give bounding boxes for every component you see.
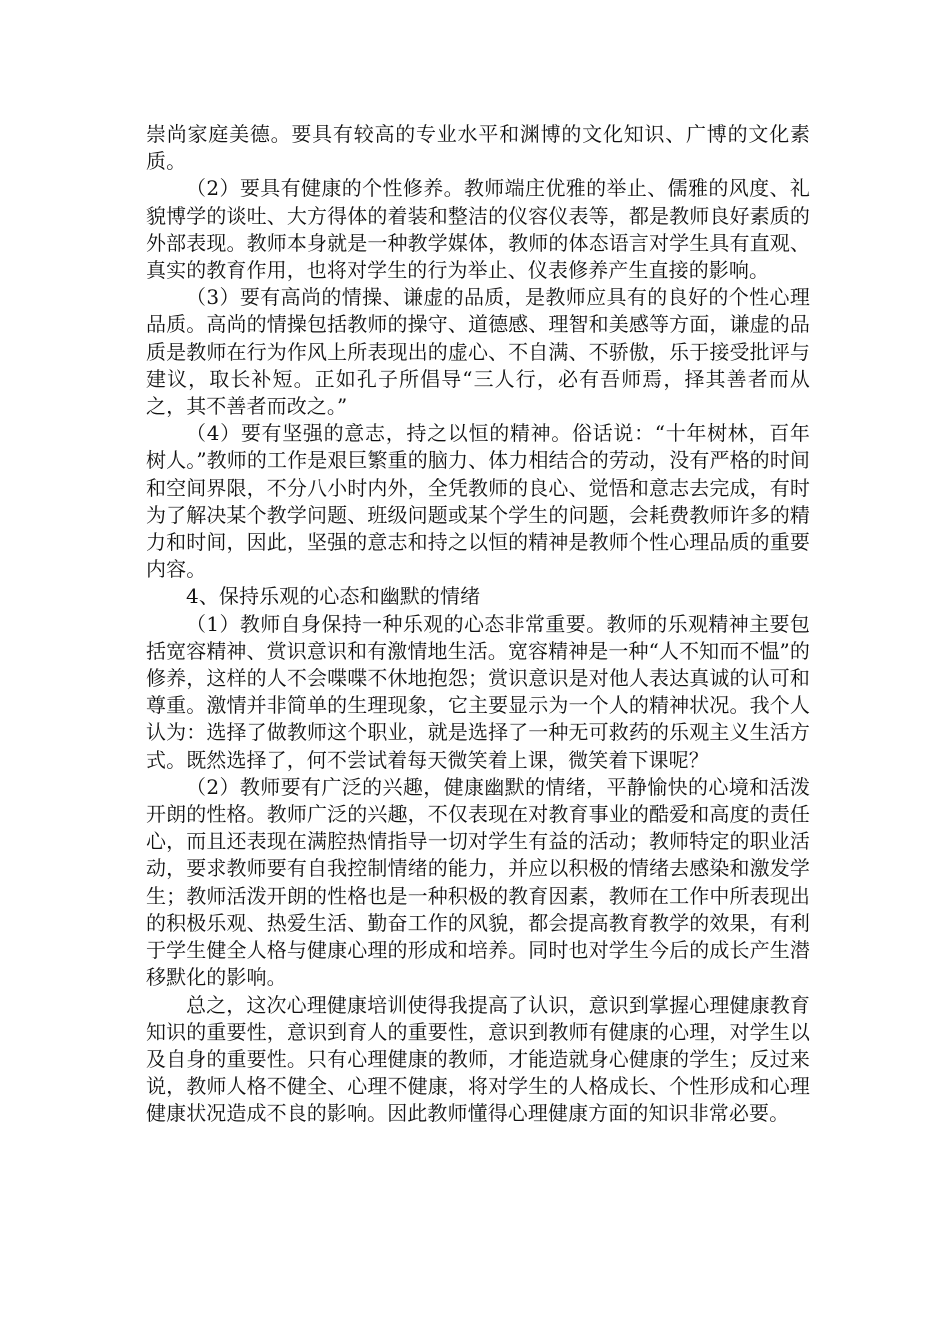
- paragraph-strong-will: （4）要有坚强的意志，持之以恒的精神。俗话说：“十年树林，百年树人。”教师的工作是艰巨繁重的脑力、体力相结合的劳动，没有严格的时间和空间界限，不分八小时内外，全凭教师的良心、觉悟和意志去完成，有时为了解决某个教学问题、班级问题或某个学生的问题，会耗费教师许多的精力和时间，因此，坚强的意志和持之以恒的精神是教师个性心理品质的重要内容。: [146, 421, 810, 582]
- paragraph-conclusion: 总之，这次心理健康培训使得我提高了认识，意识到掌握心理健康教育知识的重要性，意识到育人的重要性，意识到教师有健康的心理，对学生以及自身的重要性。只有心理健康的教师，才能造就身心健康的学生；反过来说，教师人格不健全、心理不健康，将对学生的人格成长、个性形成和心理健康状况造成不良的影响。因此教师懂得心理健康方面的知识非常必要。: [146, 992, 810, 1126]
- paragraph-broad-interests: （2）教师要有广泛的兴趣，健康幽默的情绪，平静愉快的心境和活泼开朗的性格。教师广泛的兴趣，不仅表现在对教育事业的酷爱和高度的责任心，而且还表现在满腔热情指导一切对学生有益的活动；教师特定的职业活动，要求教师要有自我控制情绪的能力，并应以积极的情绪去感染和激发学生；教师活泼开朗的性格也是一种积极的教育因素，教师在工作中所表现出的积极乐观、热爱生活、勤奋工作的风貌，都会提高教育教学的效果，有利于学生健全人格与健康心理的形成和培养。同时也对学生今后的成长产生潜移默化的影响。: [146, 774, 810, 990]
- section-heading-optimism: 4、保持乐观的心态和幽默的情绪: [186, 584, 481, 609]
- paragraph-personal-cultivation: （2）要具有健康的个性修养。教师端庄优雅的举止、儒雅的风度、礼貌博学的谈吐、大方得体的着装和整洁的仪容仪表等，都是教师良好素质的外部表现。教师本身就是一种教学媒体，教师的体态语言对学生具有直观、真实的教育作用，也将对学生的行为举止、仪表修养产生直接的影响。: [146, 176, 810, 283]
- paragraph-optimistic-attitude: （1）教师自身保持一种乐观的心态非常重要。教师的乐观精神主要包括宽容精神、赏识意识和有激情地生活。宽容精神是一种“人不知而不愠”的修养，这样的人不会喋喋不休地抱怨；赏识意识是对他人表达真诚的认可和尊重。激情并非简单的生理现象，它主要显示为一个人的精神状况。我个人认为：选择了做教师这个职业，就是选择了一种无可救药的乐观主义生活方式。既然选择了，何不尝试着每天微笑着上课，微笑着下课呢？: [146, 611, 810, 772]
- paragraph-noble-sentiment: （3）要有高尚的情操、谦虚的品质，是教师应具有的良好的个性心理品质。高尚的情操包括教师的操守、道德感、理智和美感等方面，谦虚的品质是教师在行为作风上所表现出的虚心、不自满、不骄傲，乐于接受批评与建议，取长补短。正如孔子所倡导“三人行，必有吾师焉，择其善者而从之，其不善者而改之。”: [146, 285, 810, 419]
- paragraph-continuation: 崇尚家庭美德。要具有较高的专业水平和渊博的文化知识、广博的文化素质。: [146, 122, 810, 174]
- document-body: [146, 121, 810, 1128]
